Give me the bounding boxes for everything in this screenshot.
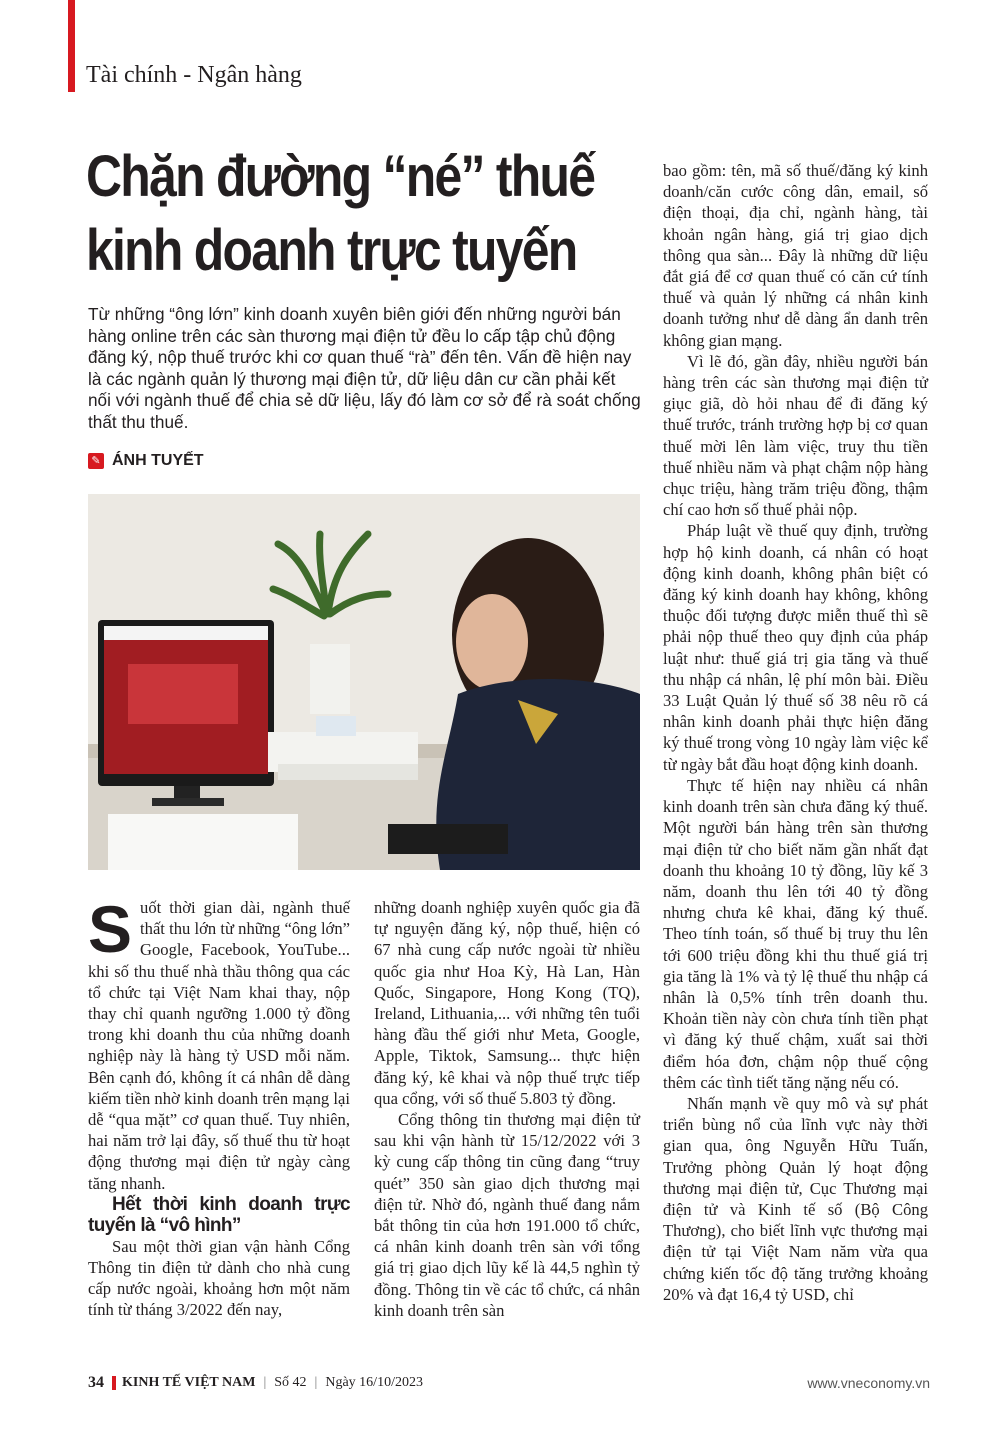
page-footer [88, 1372, 930, 1394]
body-paragraph: Sau một thời gian vận hành Cổng Thông tin điện tử dành cho nhà cung cấp nước ngoài, khoảng hơn một năm tính từ tháng 3/2022 đến nay, [88, 1236, 350, 1320]
body-column-2 [374, 897, 640, 1321]
publication-name: KINH TẾ VIỆT NAM [122, 1375, 256, 1390]
drop-cap: S [88, 892, 133, 966]
issue-number: Số 42 [274, 1375, 307, 1390]
body-paragraph: Pháp luật về thuế quy định, trường hợp hộ kinh doanh, cá nhân có hoạt động kinh doanh, không phân biệt có đăng ký kinh doanh hay không, không thuộc đối tượng được miễn thuế thì sẽ phải nộp thuế theo quy định của pháp luật như: thuế giá trị gia tăng và thuế thu nhập cá nhân, lệ phí môn bài. Điều 33 Luật Quản lý thuế số 38 nêu rõ cá nhân kinh doanh phải thực hiện đăng ký thuế trong vòng 10 ngày làm việc kể từ ngày bắt đầu hoạt động kinh doanh. [663, 521, 928, 774]
body-paragraph: Vì lẽ đó, gần đây, nhiều người bán hàng trên các sàn thương mại điện tử giục giã, dò hỏi nhau để đi đăng ký thuế trước, tránh trường hợp bị cơ quan thuế mời lên làm việc, truy thu tiền thuế nhiều năm và phạt chậm nộp hàng chục triệu, hàng trăm triệu đồng, thậm chí cao hơn số thuế phải nộp. [663, 351, 928, 520]
article-photo [88, 494, 640, 870]
body-text: uốt thời gian dài, ngành thuế thất thu lớn từ những “ông lớn” Google, Facebook, YouTube... khi số thu thuế nhà thầu thông qua các tổ chức tại Việt Nam khai thay, nộp thay chỉ quanh ngưỡng 1.000 tỷ đồng trong khi doanh thu của những doanh nghiệp này là hàng tỷ USD mỗi năm. Bên cạnh đó, không ít cá nhân dễ dàng kiếm tiền nhờ kinh doanh trên mạng lại dễ “qua mặt” cơ quan thuế. Tuy nhiên, hai năm trở lại đây, số thuế thu từ hoạt động thương mại điện tử ngày càng tăng nhanh. [88, 898, 350, 1193]
website-url: www.vneconomy.vn [807, 1375, 930, 1391]
footer-separator: | [263, 1375, 267, 1390]
lead-paragraph: Từ những “ông lớn” kinh doanh xuyên biên giới đến những người bán hàng online trên các sàn thương mại điện tử đều lo cấp tập chủ động đăng ký, nộp thuế trước khi cơ quan thuế “rà” đến tên. Vấn đề hiện nay là các ngành quản lý thương mại điện tử, dữ liệu dân cư cần phải kết nối với ngành thuế để chia sẻ dữ liệu, lấy đó làm cơ sở để rà soát chống thất thu thuế. [88, 304, 641, 432]
body-paragraph: Cổng thông tin thương mại điện tử sau khi vận hành từ 15/12/2022 với 3 kỳ cung cấp thông tin cũng đang “truy quét” 350 sàn giao dịch thương mại điện tử. Nhờ đó, ngành thuế đang nắm bắt thông tin của hơn 191.000 tổ chức, cá nhân kinh doanh trên sàn với tổng giá trị giao dịch lũy kế là 44,5 nghìn tỷ đồng. Thông tin về các tổ chức, cá nhân kinh doanh trên sàn [374, 1110, 640, 1320]
section-label: Tài chính - Ngân hàng [86, 62, 302, 88]
headline [86, 140, 595, 288]
body-paragraph: những doanh nghiệp xuyên quốc gia đã tự nguyện đăng ký, nộp thuế, hiện có 67 nhà cung cấp nước ngoài từ nhiều quốc gia như Hoa Kỳ, Hà Lan, Hàn Quốc, Singapore, Hong Kong (TQ), Ireland, Lithuania,... với những tên tuổi hàng đầu thế giới như Meta, Google, Apple, Tiktok, Samsung... thực hiện đăng ký, kê khai và nộp thuế trực tiếp qua cổng, với số thuế 5.803 tỷ đồng. [374, 898, 640, 1108]
body-paragraph: Nhấn mạnh về quy mô và sự phát triển bùng nổ của lĩnh vực này thời gian qua, ông Nguyễn Hữu Tuấn, Trưởng phòng Quản lý hoạt động thương mại điện tử, Cục Thương mại điện tử và Kinh tế số (Bộ Công Thương), cho biết lĩnh vực thương mại điện tử tại Việt Nam năm vừa qua chứng kiến tốc độ tăng trưởng khoảng 20% và đạt 16,4 tỷ USD, chỉ [663, 1093, 928, 1304]
body-paragraph: bao gồm: tên, mã số thuế/đăng ký kinh doanh/căn cước công dân, email, số điện thoại, địa chỉ, ngành hàng, tài khoản ngân hàng, giá trị giao dịch thông qua sàn... Đây là những dữ liệu đắt giá để cơ quan thuế có căn cứ tính thuế và quản lý những cá nhân kinh doanh tưởng như dễ dàng ẩn danh trên không gian mạng. [663, 161, 928, 350]
section-accent-bar [68, 0, 75, 92]
photo-illustration [88, 494, 640, 870]
pen-icon: ✎ [88, 453, 104, 469]
subheading: Hết thời kinh doanh trực tuyến là “vô hình” [88, 1193, 350, 1236]
headline-line-2: kinh doanh trực tuyến [86, 218, 577, 283]
author-name: ÁNH TUYẾT [112, 452, 204, 469]
body-paragraph: Thực tế hiện nay nhiều cá nhân kinh doanh trên sàn chưa đăng ký thuế. Một người bán hàng trên sàn thương mại điện tử cho biết năm gần nhất đạt doanh thu khoảng 10 tỷ đồng, lũy kế 3 năm, doanh thu lên tới 40 tỷ đồng nhưng chưa kê khai, đăng ký thuế. Theo tính toán, số thuế bị truy thu lên tới 600 triệu đồng khi thu thuế giá trị gia tăng là 1% và tỷ lệ thuế thu nhập cá nhân là 0,5% tính trên doanh thu. Khoản tiền này còn chưa tính tiền phạt vì đăng ký thuế chậm, xuất sai thời điểm hóa đơn, chậm nộp thuế cộng thêm các tình tiết tăng nặng nếu có. [663, 775, 928, 1092]
headline-line-1: Chặn đường “né” thuế [86, 144, 595, 209]
body-paragraph [88, 892, 350, 1194]
footer-separator: | [314, 1375, 318, 1390]
byline [88, 452, 204, 470]
footer-accent-mark [112, 1376, 116, 1390]
issue-date: Ngày 16/10/2023 [325, 1375, 423, 1390]
body-column-3 [663, 160, 928, 1305]
page-number: 34 [88, 1374, 104, 1391]
body-column-1 [88, 892, 350, 1321]
